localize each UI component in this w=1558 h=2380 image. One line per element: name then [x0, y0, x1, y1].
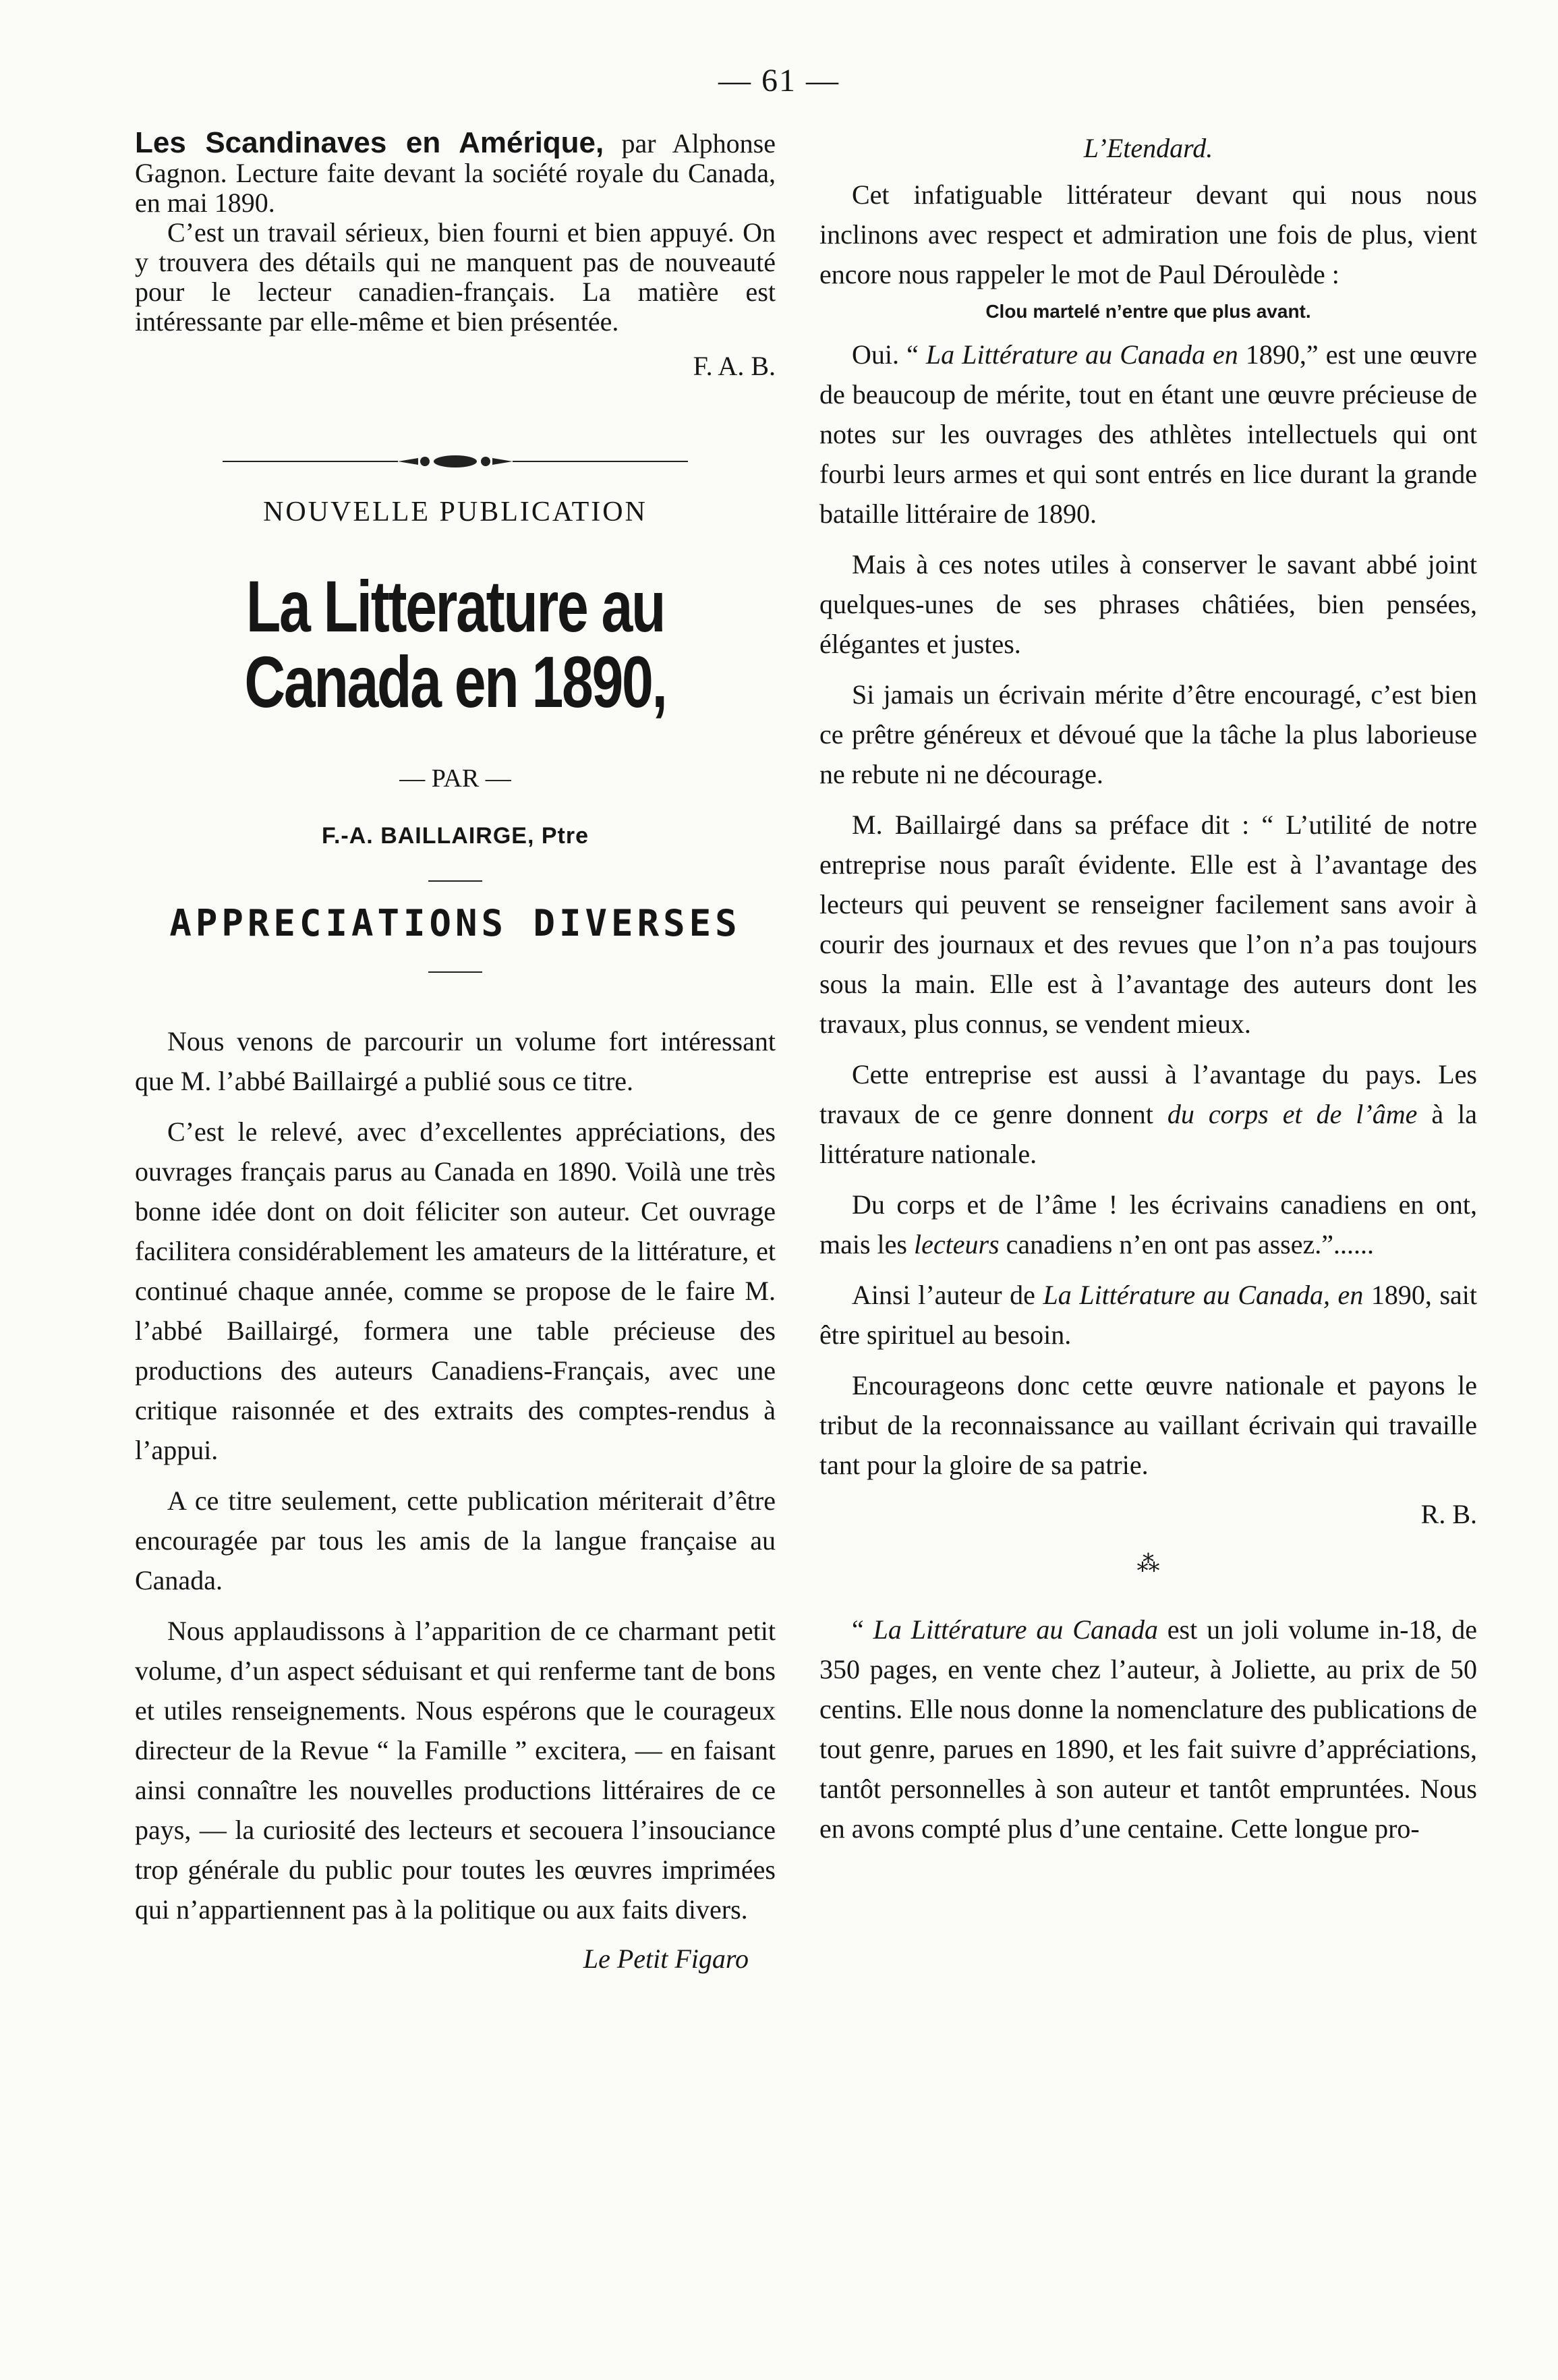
article-paragraph — [819, 1054, 1477, 1174]
text-run: 1890,” est une œuvre de beaucoup de mérite, tout en étant une œuvre précieuse de notes sur les ouvrages des athlètes intellectuels qui ont fourbi leurs armes et qui sont entrés en lice durant la grande bataille littéraire de 1890. — [819, 339, 1477, 529]
review-paragraph: C’est le relevé, avec d’excellentes appréciations, des ouvrages français parus au Canada en 1890. Voilà une très bonne idée dont on doit féliciter son auteur. Cet ouvrage facilitera considérablement les amateurs de la littérature, et continué chaque année, comme se propose de le faire M. l’abbé Baillairgé, formera une table précieuse des productions des auteurs Canadiens-Français, avec une critique raisonnée et des extraits des comptes-rendus à l’appui. — [135, 1116, 776, 1465]
asterism-separator: ⁂ — [1136, 1552, 1160, 1577]
source-heading: L’Etendard. — [1083, 133, 1213, 163]
intro-lead: Les Scandinaves en Amérique, — [135, 126, 604, 159]
intro-lead-rest: par Alphonse Gagnon. Lecture faite devant la société royale du Canada, en mai 1890. — [135, 128, 776, 218]
article-paragraph — [819, 1610, 1477, 1848]
text-run: 1890, sait être spirituel au besoin. — [819, 1280, 1478, 1350]
intro-signature: F. A. B. — [693, 351, 776, 381]
source-attribution: Le Petit Figaro — [583, 1944, 749, 1974]
emphasis-italic: du corps et de l’âme — [1167, 1099, 1418, 1129]
review-paragraph: A ce titre seulement, cette publication mériterait d’être encouragée par tous les amis de la langue française au Canada. — [135, 1485, 776, 1595]
text-run: Ainsi l’auteur de — [852, 1280, 1043, 1310]
section-label: NOUVELLE PUBLICATION — [263, 497, 647, 528]
author-name: F.-A. BAILLAIRGE, Ptre — [321, 823, 589, 849]
left-column — [135, 128, 776, 1979]
text-run: Cette entreprise est aussi à l’avantage du pays. Les travaux de ce genre donnent — [819, 1059, 1477, 1129]
text-run: Oui. “ — [852, 339, 926, 370]
article-signature: R. B. — [1420, 1499, 1477, 1529]
review-paragraph: Nous applaudissons à l’apparition de ce charmant petit volume, d’un aspect séduisant et qui renferme tant de bons et utiles renseignements. Nous espérons que le courageux directeur de la Revue “ la Famille ” excitera, — en faisant ainsi connaître les nouvelles productions littéraires de ce pays, — la curiosité des lecteurs et secouera l’insouciance trop générale du public pour toutes les œuvres imprimées qui n’appartiennent pas à la politique ou aux faits divers. — [135, 1616, 776, 1925]
emphasis-italic: lecteurs — [913, 1229, 1000, 1259]
ornamental-rule — [223, 445, 688, 478]
text-run: canadiens n’en ont pas assez.”...... — [999, 1229, 1374, 1259]
review-paragraph: Nous venons de parcourir un volume fort intéressant que M. l’abbé Baillairgé a publié sous ce titre. — [135, 1026, 776, 1096]
article-paragraph: M. Baillairgé dans sa préface dit : “ L’utilité de notre entreprise nous paraît évidente. Elle est à l’avantage des lecteurs qui peuvent se renseigner facilement sans avoir à courir des journaux et des revues que l’on n’a pas toujours sous la main. Elle est à l’avantage des auteurs dont les travaux, plus connus, se vendent mieux. — [819, 810, 1477, 1039]
intro-body: C’est un travail sérieux, bien fourni et bien appuyé. On y trouvera des détails qui ne manquent pas de nouveauté pour le lecteur canadien-français. La matière est intéressante par elle-même et bien présentée. — [135, 217, 776, 337]
article-paragraph: Si jamais un écrivain mérite d’être encouragé, c’est bien ce prêtre généreux et dévoué que la tâche la plus laborieuse ne rebute ni ne décourage. — [819, 679, 1477, 789]
book-title-italic: La Littérature au Canada, en — [1043, 1280, 1364, 1310]
article-paragraph: Encourageons donc cette œuvre nationale et payons le tribut de la reconnaissance au vaillant écrivain qui travaille tant pour la gloire de sa patrie. — [819, 1370, 1477, 1480]
article-paragraph — [819, 1185, 1477, 1264]
appreciations-heading: APPRECIATIONS DIVERSES — [169, 902, 741, 944]
page-number: — 61 — — [718, 63, 840, 98]
deroulede-quote: Clou martelé n’entre que plus avant. — [985, 301, 1311, 322]
text-run: “ — [852, 1614, 873, 1645]
spacer — [135, 973, 776, 1021]
article-paragraph — [819, 1275, 1477, 1355]
book-title: La Litterature au Canada en 1890, — [244, 565, 666, 722]
ornament-svg — [223, 445, 688, 478]
article-paragraph — [819, 335, 1477, 534]
book-title-italic: La Littérature au Canada en — [925, 339, 1238, 370]
article-paragraph: Cet infatiguable littérateur devant qui nous nous inclinons avec respect et admiration une fois de plus, vient encore nous rappeler le mot de Paul Déroulède : — [819, 179, 1477, 289]
text-run: est un joli volume in-18, de 350 pages, en vente chez l’auteur, à Joliette, au prix de 50 centins. Elle nous donne la nomenclature des publications de tout genre, parues en 1890, et les fait suivre d’appréciations, tantôt personnelles à son auteur et tantôt empruntées. Nous en avons compté plus d’une centaine. Cette longue pro- — [819, 1614, 1477, 1844]
book-title-italic: La Littérature au Canada — [873, 1614, 1158, 1645]
short-divider — [428, 880, 482, 882]
article-paragraph: Mais à ces notes utiles à conserver le savant abbé joint quelques-unes de ses phrases châtiées, bien pensées, élégantes et justes. — [819, 549, 1477, 659]
intro-paragraph — [135, 128, 776, 218]
right-column — [819, 128, 1477, 1848]
text-run: à la littérature nationale. — [819, 1099, 1477, 1169]
by-line: — PAR — — [399, 764, 511, 793]
text-run: Du corps et de l’âme ! les écrivains canadiens en ont, mais les — [819, 1189, 1477, 1259]
